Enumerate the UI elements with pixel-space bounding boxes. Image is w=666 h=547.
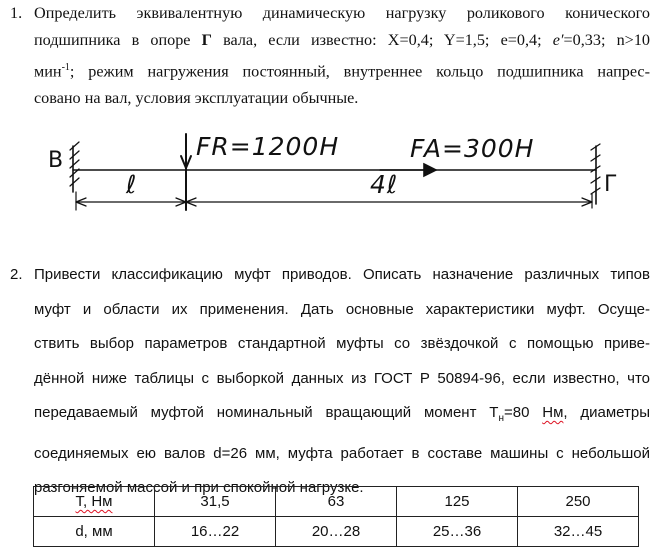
task-2-line: дённой ниже таблицы с выборкой данных из ГОСТ Р 50894-96, если известно, что: [34, 369, 650, 387]
task-2-line: передаваемый муфтой номинальный вращающий момент $T_н=80$ Нм, диаметры: [34, 404, 650, 424]
span-right-label: 4ℓ: [370, 170, 399, 199]
table-row: [34, 517, 639, 547]
coupling-params-table: [33, 486, 639, 547]
support-b-hatch: [70, 142, 79, 186]
support-g-label: Г: [604, 172, 619, 197]
force-axial-label: FA=300H: [410, 134, 535, 163]
task-2-number: 2.: [10, 266, 23, 283]
table-cell: 63: [276, 487, 397, 517]
force-radial-label: FR=1200H: [196, 132, 340, 161]
span-left-label: ℓ: [126, 170, 138, 199]
task-1-line: мин$^{-1}$; режим нагружения постоянный, внутреннее кольцо подшипника напрес-: [34, 62, 650, 81]
task-2-text: [34, 258, 650, 506]
task-2-line: муфт и области их применения. Дать основные характеристики муфт. Осуще-: [34, 300, 650, 318]
table-cell: 31,5: [155, 487, 276, 517]
task-1-line: Определить эквивалентную динамическую нагрузку роликового конического: [34, 4, 650, 22]
force-axial-arrowhead: [424, 164, 436, 176]
table-row-header: d, мм: [34, 517, 155, 547]
task-2-line: ствить выбор параметров стандартной муфты со звёздочкой с помощью приве-: [34, 335, 650, 352]
shaft-diagram: [40, 128, 640, 228]
table-cell: 32…45: [518, 517, 639, 547]
task-2-line: соединяемых ею валов d=26 мм, муфта работает в составе машины с небольшой: [34, 444, 650, 462]
task-2-line: Привести классификацию муфт приводов. Описать назначение различных типов: [34, 266, 650, 283]
table-cell: 20…28: [276, 517, 397, 547]
support-b-label: В: [48, 148, 65, 173]
task-1-line: совано на вал, условия эксплуатации обычные.: [34, 89, 359, 108]
table-row: [34, 487, 639, 517]
table-cell: 25…36: [397, 517, 518, 547]
task-1-line: подшипника в опоре Г вала, если известно: X=0,4; Y=1,5; e=0,4; e′=0,33; n>10: [34, 31, 651, 49]
table-cell: 16…22: [155, 517, 276, 547]
task-2-line: разгоняемой массой и при спокойной нагрузке.: [34, 479, 364, 496]
task-1: [10, 0, 650, 112]
table-cell: 250: [518, 487, 639, 517]
table-row-header: T, Нм: [34, 487, 155, 517]
task-1-text: [34, 0, 650, 112]
task-2: [10, 258, 650, 506]
task-1-number: 1.: [10, 4, 23, 22]
table-cell: 125: [397, 487, 518, 517]
